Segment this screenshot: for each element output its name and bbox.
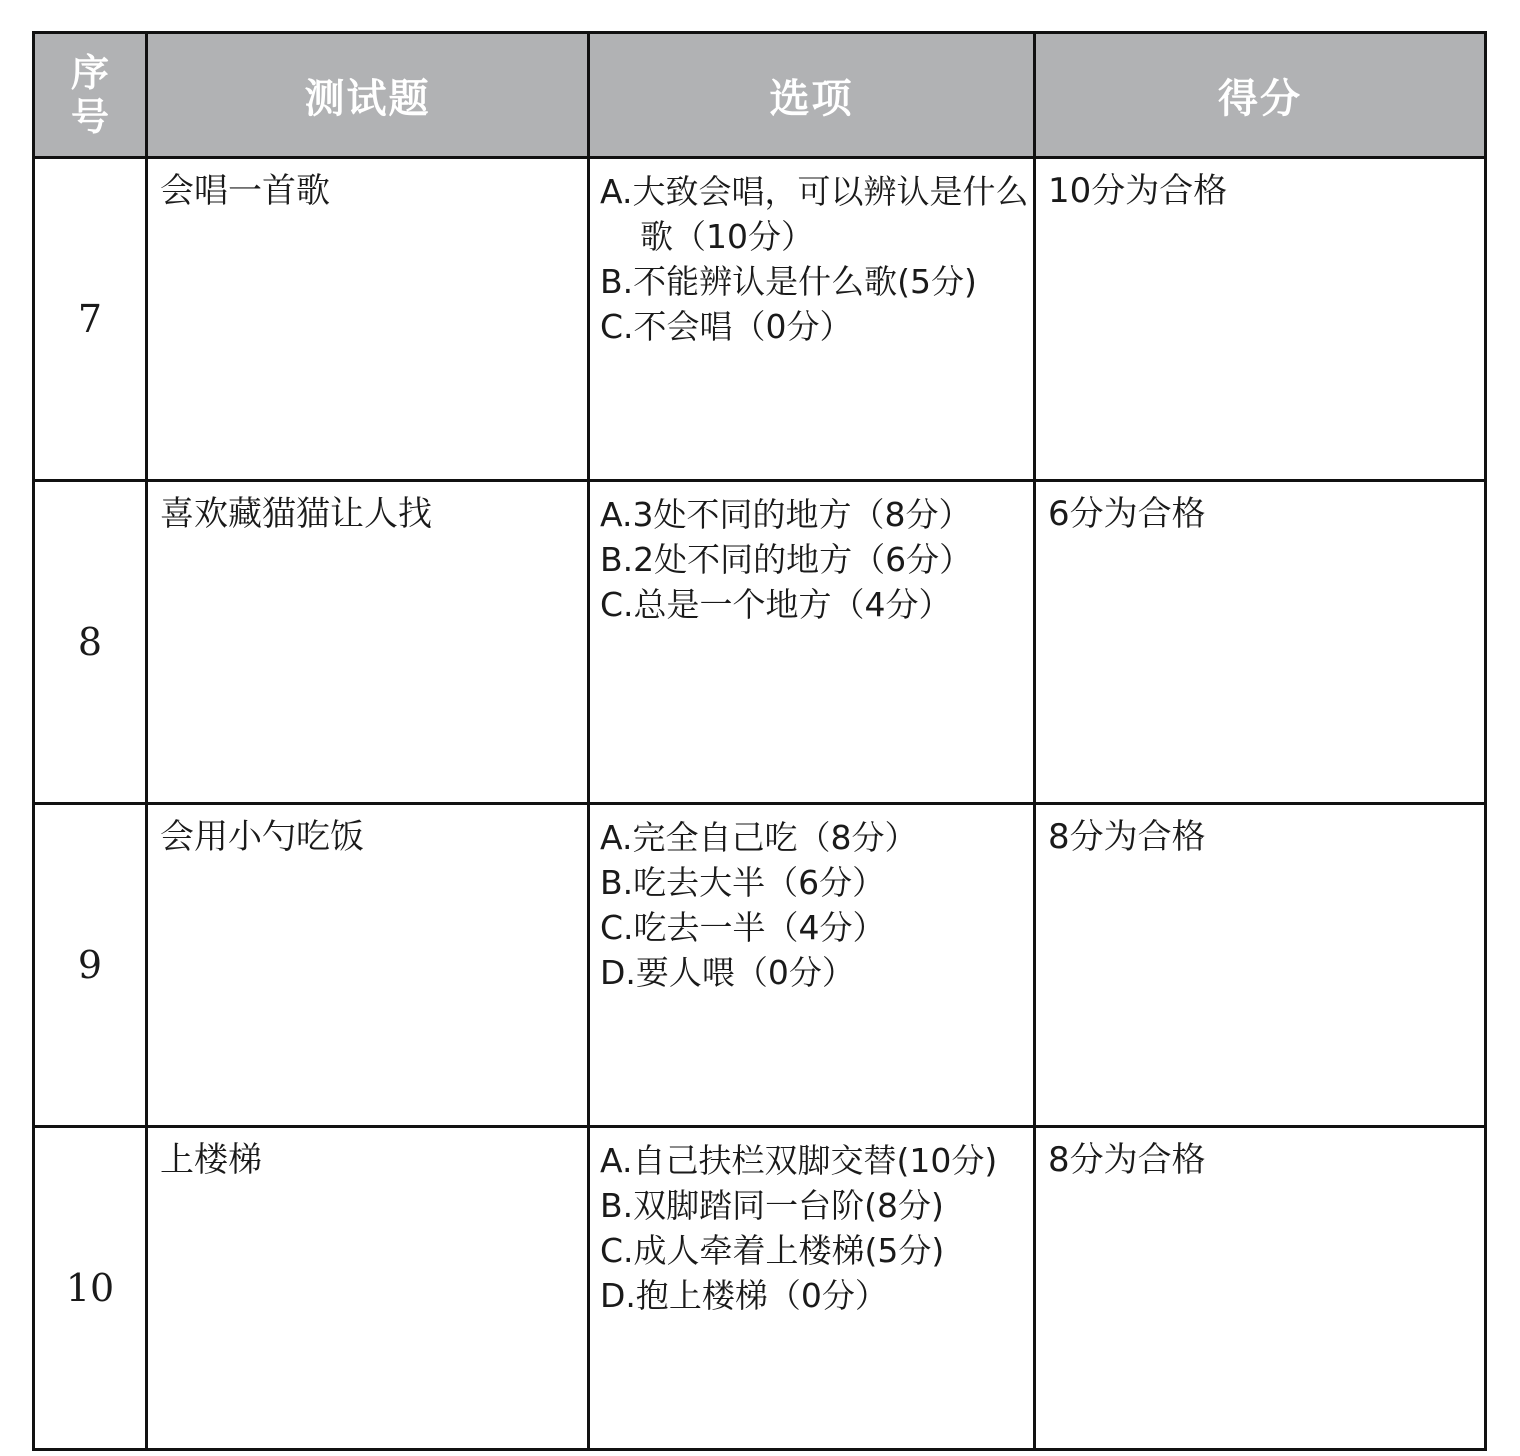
row-options — [589, 804, 1035, 1127]
row-question: 会唱一首歌 — [147, 158, 589, 481]
row-score: 10分为合格 — [1035, 158, 1486, 481]
header-options: 选项 — [589, 33, 1035, 158]
option-item: A.自己扶栏双脚交替(10分) — [600, 1141, 998, 1180]
assessment-table — [32, 31, 1487, 1451]
row-question: 上楼梯 — [147, 1127, 589, 1450]
option-item: B.双脚踏同一台阶(8分) — [600, 1186, 944, 1225]
header-question: 测试题 — [147, 33, 589, 158]
row-score: 8分为合格 — [1035, 1127, 1486, 1450]
option-item: A.大致会唱，可以辨认是什么歌（10分） — [600, 172, 1029, 256]
row-score: 8分为合格 — [1035, 804, 1486, 1127]
table-row — [34, 804, 1486, 1127]
row-index: 7 — [34, 158, 147, 481]
row-question: 喜欢藏猫猫让人找 — [147, 481, 589, 804]
table-row — [34, 158, 1486, 481]
option-item: C.成人牵着上楼梯(5分) — [600, 1231, 945, 1270]
table-header-row — [34, 33, 1486, 158]
option-item: B.吃去大半（6分） — [600, 863, 886, 902]
option-item: B.不能辨认是什么歌(5分) — [600, 262, 977, 301]
header-index — [34, 33, 147, 158]
header-score: 得分 — [1035, 33, 1486, 158]
table-row — [34, 481, 1486, 804]
row-options — [589, 1127, 1035, 1450]
header-index-label: 序号 — [71, 51, 112, 139]
row-options — [589, 481, 1035, 804]
row-options — [589, 158, 1035, 481]
row-index: 8 — [34, 481, 147, 804]
row-index: 9 — [34, 804, 147, 1127]
option-item: C.吃去一半（4分） — [600, 908, 886, 947]
option-item: A.完全自己吃（8分） — [600, 818, 918, 857]
option-item: D.抱上楼梯（0分） — [600, 1276, 888, 1315]
option-item: A.3处不同的地方（8分） — [600, 495, 972, 534]
row-index: 10 — [34, 1127, 147, 1450]
row-score: 6分为合格 — [1035, 481, 1486, 804]
option-item: B.2处不同的地方（6分） — [600, 540, 973, 579]
option-item: C.不会唱（0分） — [600, 307, 853, 346]
option-item: C.总是一个地方（4分） — [600, 585, 952, 624]
row-question: 会用小勺吃饭 — [147, 804, 589, 1127]
option-item: D.要人喂（0分） — [600, 953, 855, 992]
table-row — [34, 1127, 1486, 1450]
